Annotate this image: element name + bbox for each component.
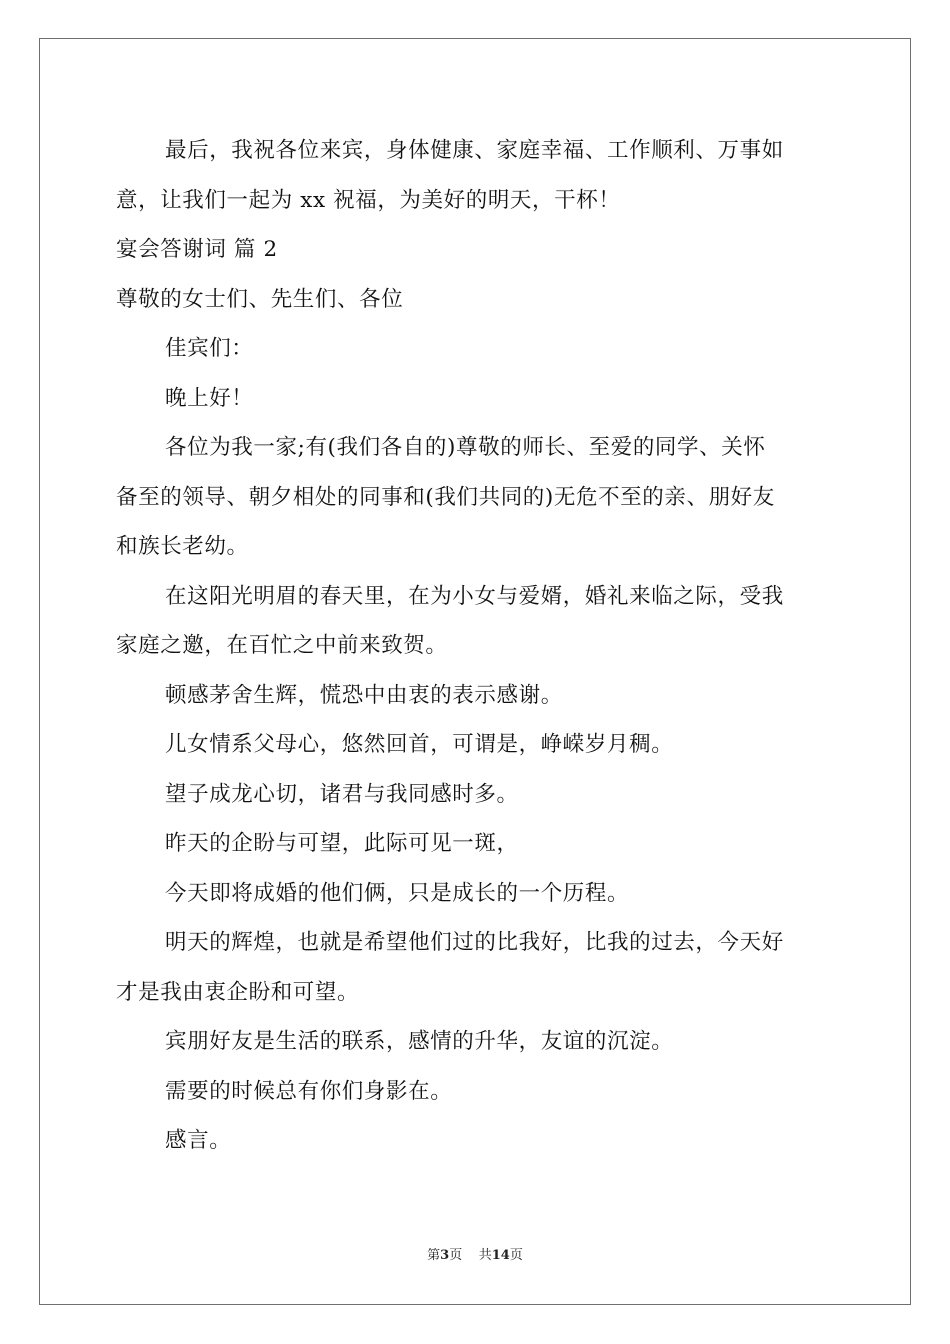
paragraph-line: 望子成龙心切，诸君与我同感时多。 [165, 781, 519, 807]
total-prefix: 共 [478, 1248, 492, 1263]
paragraph-line: 感言。 [165, 1128, 232, 1153]
paragraph-line: 各位为我一家;有(我们各自的)尊敬的师长、至爱的同学、关怀 [165, 435, 766, 460]
page-footer [0, 1247, 950, 1265]
paragraph-line: 最后，我祝各位来宾，身体健康、家庭幸福、工作顺利、万事如 [165, 138, 784, 163]
document-body [116, 126, 836, 1166]
total-suffix: 页 [509, 1248, 523, 1263]
paragraph-line: 顿感茅舍生辉，慌恐中由衷的表示感谢。 [165, 682, 563, 708]
paragraph-line: 明天的辉煌，也就是希望他们过的比我好，比我的过去，今天好 [165, 930, 784, 955]
page-number: 3 [440, 1248, 450, 1263]
paragraph-line: 儿女情系父母心，悠然回首，可谓是，峥嵘岁月稠。 [165, 732, 674, 757]
paragraph-line: 需要的时候总有你们身影在。 [165, 1078, 453, 1104]
greeting-line: 晚上好！ [165, 385, 254, 411]
salutation-line: 尊敬的女士们、先生们、各位 [116, 286, 404, 312]
section-heading: 宴会答谢词 篇 2 [116, 237, 278, 262]
salutation-line: 佳宾们： [165, 336, 254, 361]
paragraph-line: 意，让我们一起为 xx 祝福，为美好的明天，干杯！ [116, 187, 621, 213]
paragraph-line: 今天即将成婚的他们俩，只是成长的一个历程。 [165, 880, 630, 906]
paragraph-line: 昨天的企盼与可望，此际可见一斑， [165, 831, 519, 856]
paragraph-line: 宾朋好友是生活的联系，感情的升华，友谊的沉淀。 [165, 1029, 674, 1054]
total-pages: 14 [491, 1248, 510, 1263]
paragraph-line: 家庭之邀，在百忙之中前来致贺。 [116, 633, 448, 658]
paragraph-line: 和族长老幼。 [116, 534, 249, 559]
page-prefix: 第 [427, 1248, 441, 1263]
paragraph-line: 才是我由衷企盼和可望。 [116, 979, 360, 1005]
page-suffix: 页 [449, 1248, 463, 1263]
paragraph-line: 在这阳光明眉的春天里，在为小女与爱婿，婚礼来临之际，受我 [165, 583, 784, 609]
paragraph-line: 备至的领导、朝夕相处的同事和(我们共同的)无危不至的亲、朋好友 [116, 484, 775, 510]
